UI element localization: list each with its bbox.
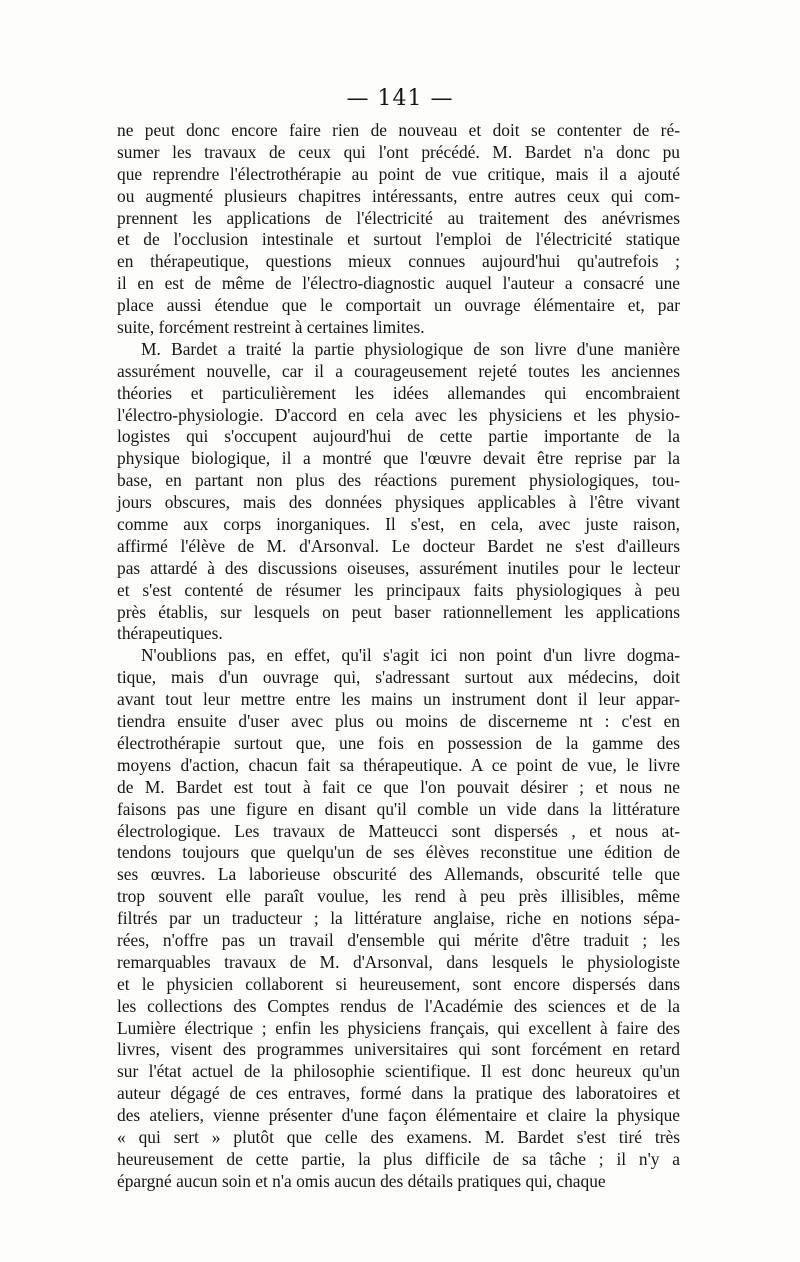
text-line: N'oublions pas, en effet, qu'il s'agit ici non point d'un livre dogma- bbox=[141, 645, 680, 666]
text-line: et de l'occlusion intestinale et surtout l'emploi de l'électricité statique bbox=[117, 229, 680, 250]
text-line: ou augmenté plusieurs chapitres intéressants, entre autres ceux qui com- bbox=[117, 185, 680, 206]
text-line: auteur dégagé de ces entraves, formé dans la pratique des laboratoires et bbox=[117, 1083, 680, 1104]
text-line: rées, n'offre pas un travail d'ensemble qui mérite d'être traduit ; les bbox=[117, 929, 680, 950]
text-line: sumer les travaux de ceux qui l'ont précédé. M. Bardet n'a donc pu bbox=[117, 141, 680, 162]
text-line: physique biologique, il a montré que l'œuvre devait être reprise par la bbox=[117, 448, 680, 469]
text-line: près établis, sur lesquels on peut baser rationnellement les applications bbox=[117, 601, 680, 622]
text-line: moyens d'action, chacun fait sa thérapeutique. A ce point de vue, le livre bbox=[117, 754, 680, 775]
text-line: livres, visent des programmes universitaires qui sont forcément en retard bbox=[117, 1039, 680, 1060]
text-line: de M. Bardet est tout à fait ce que l'on pouvait désirer ; et nous ne bbox=[117, 776, 680, 797]
text-line: des ateliers, vienne présenter d'une façon élémentaire et claire la physique bbox=[117, 1105, 680, 1126]
text-line: tiendra ensuite d'user avec plus ou moins de discerneme nt : c'est en bbox=[117, 711, 680, 732]
text-line: avant tout leur mettre entre les mains un instrument dont il leur appar- bbox=[117, 689, 680, 710]
text-line: affirmé l'élève de M. d'Arsonval. Le docteur Bardet ne s'est d'ailleurs bbox=[117, 535, 680, 556]
text-line: assurément nouvelle, car il a courageusement rejeté toutes les anciennes bbox=[117, 360, 680, 381]
text-line: ses œuvres. La laborieuse obscurité des Allemands, obscurité telle que bbox=[117, 864, 680, 885]
text-line: suite, forcément restreint à certaines limites. bbox=[117, 317, 425, 338]
text-line: comme aux corps inorganiques. Il s'est, en cela, avec juste raison, bbox=[117, 514, 680, 535]
text-line: l'électro-physiologie. D'accord en cela avec les physiciens et les physio- bbox=[117, 404, 680, 425]
text-line: M. Bardet a traité la partie physiologique de son livre d'une manière bbox=[141, 338, 680, 359]
text-line: « qui sert » plutôt que celle des examens. M. Bardet s'est tiré très bbox=[117, 1126, 680, 1147]
text-line: place aussi étendue que le comportait un ouvrage élémentaire et, par bbox=[117, 295, 680, 316]
text-line: pas attardé à des discussions oiseuses, assurément inutiles pour le lecteur bbox=[117, 557, 680, 578]
paragraph bbox=[117, 120, 680, 339]
body-text bbox=[117, 120, 680, 1193]
text-line: logistes qui s'occupent aujourd'hui de cette partie importante de la bbox=[117, 426, 680, 447]
paragraph bbox=[117, 645, 680, 1192]
text-line: thérapeutiques. bbox=[117, 623, 223, 644]
text-line: électrologique. Les travaux de Matteucci sont dispersés , et nous at- bbox=[117, 820, 680, 841]
text-line: heureusement de cette partie, la plus difficile de sa tâche ; il n'y a bbox=[117, 1148, 680, 1169]
text-line: tique, mais d'un ouvrage qui, s'adressant surtout aux médecins, doit bbox=[117, 667, 680, 688]
page-number: — 141 — bbox=[346, 86, 454, 111]
text-line: électrothérapie surtout que, une fois en possession de la gamme des bbox=[117, 732, 680, 753]
text-line: base, en partant non plus des réactions purement physiologiques, tou- bbox=[117, 470, 680, 491]
text-line: jours obscures, mais des données physiques applicables à l'être vivant bbox=[117, 492, 680, 513]
text-line: prennent les applications de l'électricité au traitement des anévrismes bbox=[117, 207, 680, 228]
text-line: et s'est contenté de résumer les principaux faits physiologiques à peu bbox=[117, 579, 680, 600]
text-line: et le physicien collaborent si heureusement, sont encore dispersés dans bbox=[117, 973, 680, 994]
text-line: Lumière électrique ; enfin les physiciens français, qui excellent à faire des bbox=[117, 1017, 680, 1038]
text-line: filtrés par un traducteur ; la littérature anglaise, riche en notions sépa- bbox=[117, 908, 680, 929]
text-line: tendons toujours que quelqu'un de ses élèves reconstitue une édition de bbox=[117, 842, 680, 863]
text-line: les collections des Comptes rendus de l'Académie des sciences et de la bbox=[117, 995, 680, 1016]
text-line: faisons pas une figure en disant qu'il comble un vide dans la littérature bbox=[117, 798, 680, 819]
text-line: remarquables travaux de M. d'Arsonval, dans lesquels le physiologiste bbox=[117, 951, 680, 972]
text-line: en thérapeutique, questions mieux connues aujourd'hui qu'autrefois ; bbox=[117, 251, 680, 272]
text-line: épargné aucun soin et n'a omis aucun des détails pratiques qui, chaque bbox=[117, 1170, 606, 1191]
text-line: ne peut donc encore faire rien de nouveau et doit se contenter de ré- bbox=[117, 120, 680, 140]
text-line: trop souvent elle paraît voulue, les rend à peu près illisibles, même bbox=[117, 886, 680, 907]
text-line: il en est de même de l'électro-diagnostic auquel l'auteur a consacré une bbox=[117, 273, 680, 294]
text-line: sur l'état actuel de la philosophie scientifique. Il est donc heureux qu'un bbox=[117, 1061, 680, 1082]
text-line: que reprendre l'électrothérapie au point de vue critique, mais il a ajouté bbox=[117, 163, 680, 184]
text-line: théories et particulièrement les idées allemandes qui encombraient bbox=[117, 382, 680, 403]
paragraph bbox=[117, 339, 680, 645]
